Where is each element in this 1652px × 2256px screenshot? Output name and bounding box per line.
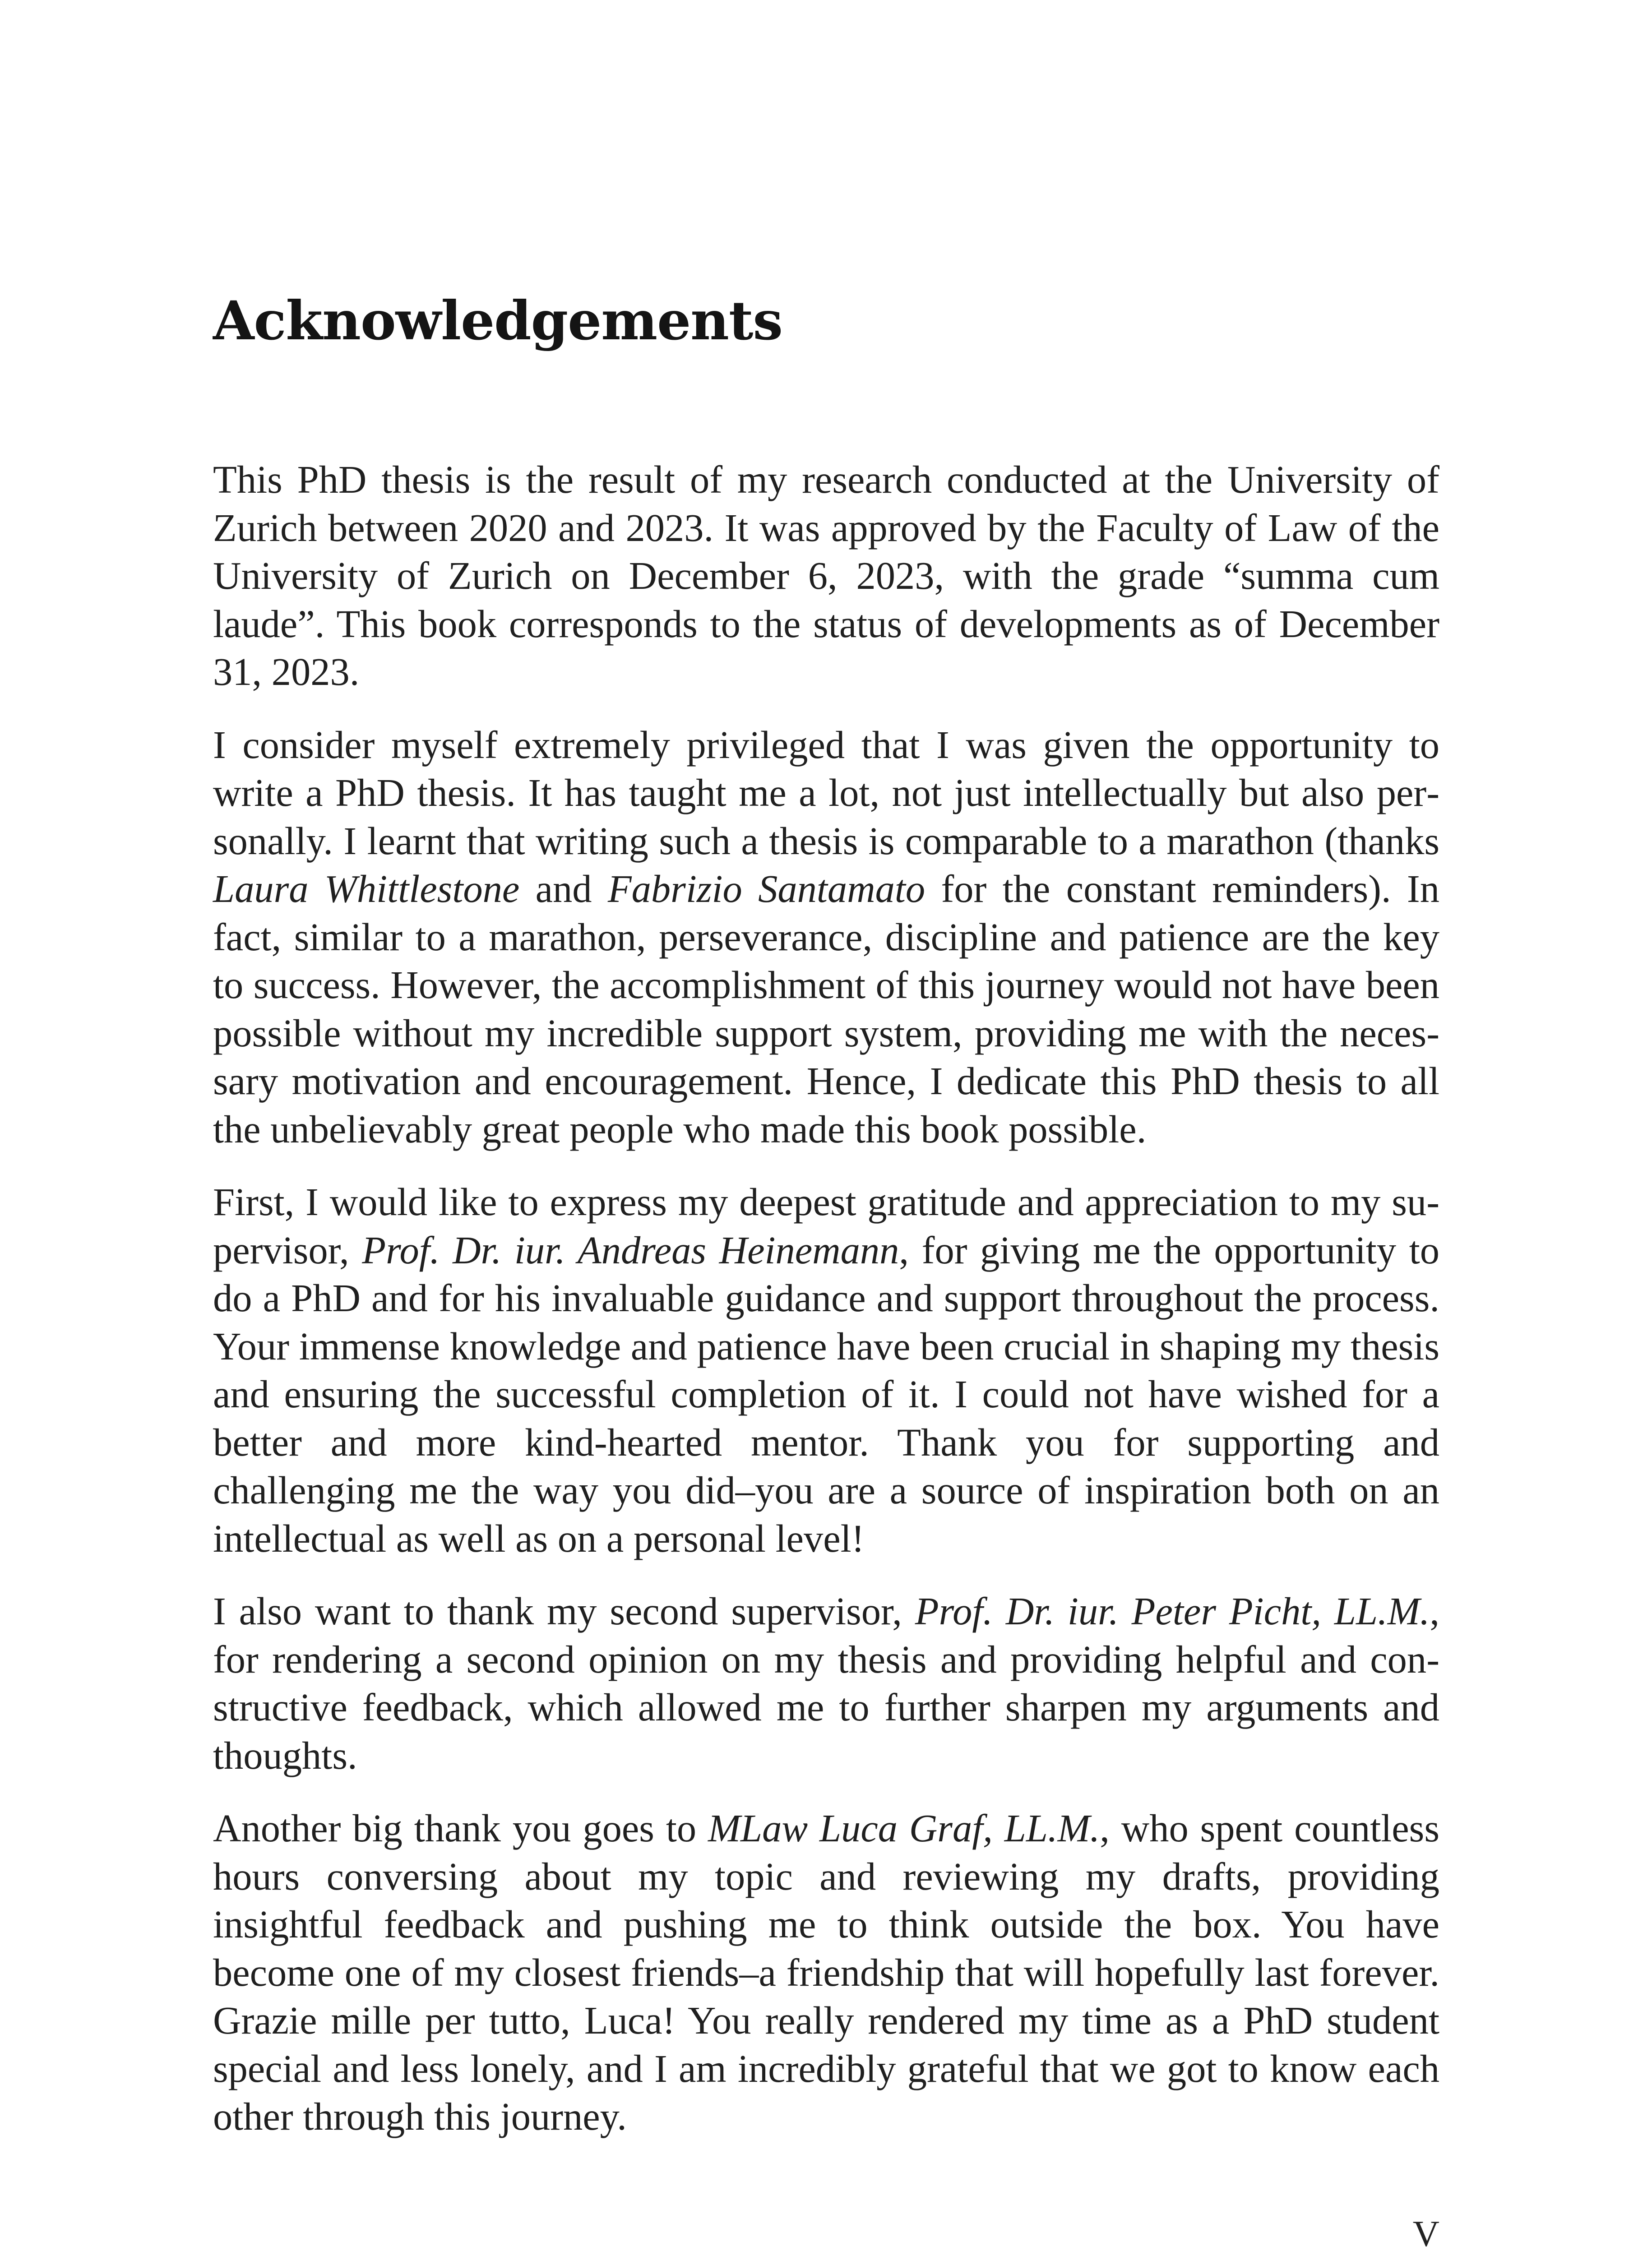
name-fabrizio-santamato: Fabrizio Santamato (607, 867, 925, 911)
paragraph-2-text-3: for the constant reminders). In fact, similar to a marathon, perseverance, discipline and patience are the key to success. However, the accomplishment of this journey would not have been possible without my incredible support system, providing me with the necessary motivation and encouragement. Hence, I dedicate this PhD thesis to all the unbelievably great people who made this book possible. (213, 867, 1439, 1151)
paragraph-2-text-1: I consider myself extremely privileged that I was given the opportunity to write a PhD thesis. It has taught me a lot, not just intellectually but also personally. I learnt that writing such a thesis is comparable to a marathon (thanks (213, 723, 1439, 863)
paragraph-1-text: This PhD thesis is the result of my research conducted at the University of Zurich between 2020 and 2023. It was approved by the Faculty of Law of the University of Zurich on December 6, 2023, with the grade “summa cum laude”. This book corresponds to the status of developments as of December 31, 2023. (213, 458, 1439, 693)
page-number: V (1412, 2213, 1439, 2254)
paragraph-1 (213, 456, 1439, 696)
paragraph-3 (213, 1178, 1439, 1563)
name-laura-whittlestone: Laura Whittlestone (213, 867, 520, 911)
paragraph-5 (213, 1804, 1439, 2141)
paragraph-4 (213, 1587, 1439, 1780)
paragraph-5-text-1: Another big thank you goes to (213, 1807, 708, 1850)
paragraph-4-text-2: , for rendering a second opinion on my thesis and providing helpful and constructive feedback, which allowed me to further sharpen my arguments and thoughts. (213, 1590, 1439, 1777)
paragraph-4-text-1: I also want to thank my second supervisor, (213, 1590, 915, 1633)
body-text (213, 456, 1439, 2166)
paragraph-2 (213, 721, 1439, 1154)
paragraph-5-text-2: , who spent countless hours conversing about my topic and reviewing my drafts, providing insightful feedback and pushing me to think outside the box. You have become one of my closest friends–a friendship that will hopefully last forever. Grazie mille per tutto, Luca! You really rendered my time as a PhD student special and less lonely, and I am incredibly grateful that we got to know each other through this journey. (213, 1807, 1439, 2138)
paragraph-3-text-1: First, I would like to express my deepest gratitude and appreciation to my supervisor, (213, 1180, 1439, 1272)
paragraph-2-text-2: and (519, 867, 608, 911)
name-peter-picht: Prof. Dr. iur. Peter Picht, LL.M. (915, 1590, 1430, 1633)
paragraph-3-text-2: , for giving me the opportunity to do a PhD and for his invaluable guidance and support throughout the process. Your immense knowledge and patience have been crucial in shaping my thesis and ensuring the successful completion of it. I could not have wished for a better and more kind-hearted mentor. Thank you for supporting and challenging me the way you did–you are a source of inspiration both on an intellectual as well as on a personal level! (213, 1228, 1439, 1560)
page-title: Acknowledgements (213, 289, 782, 352)
name-andreas-heinemann: Prof. Dr. iur. Andreas Heinemann (362, 1228, 899, 1272)
name-luca-graf: MLaw Luca Graf, LL.M. (708, 1807, 1100, 1850)
